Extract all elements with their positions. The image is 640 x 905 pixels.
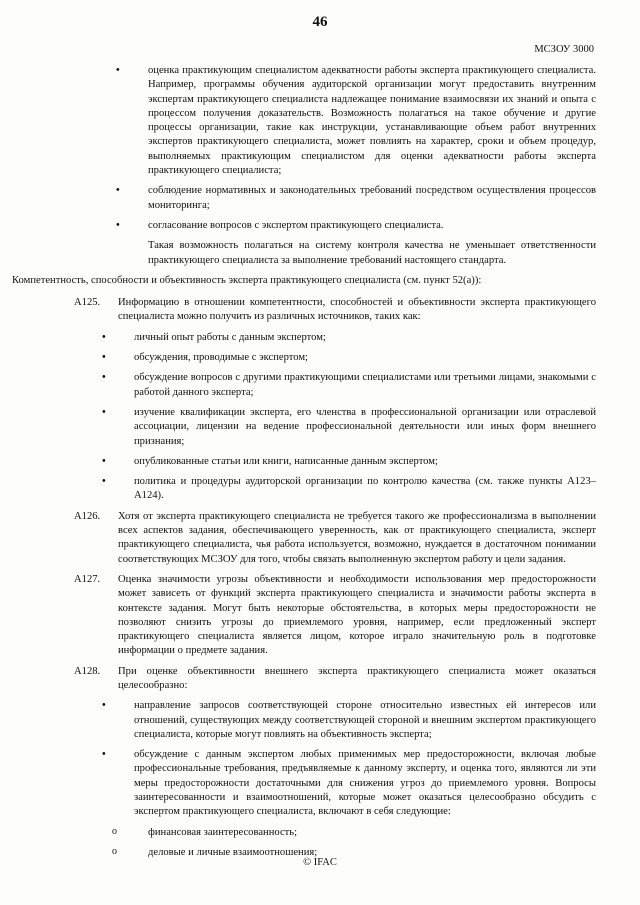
bullet-item: • обсуждения, проводимые с экспертом; — [90, 351, 596, 365]
bullet-item: • направление запросов соответствующей стороне относительно известных ей интересов или отношений, существующих между соответствующей стороной и внешним экспертом практикующего специалиста, которые могут повлиять на объективность эксперта; — [90, 699, 596, 742]
a128-bullet-list — [90, 699, 596, 860]
paragraph-text: При оценке объективности внешнего эксперта практикующего специалиста может оказаться целесообразно: — [118, 665, 596, 691]
paragraph-text: Хотя от эксперта практикующего специалиста не требуется такого же профессионализма в выполнении всех аспектов задания, обеспечивающего уверенность, как от практикующего специалиста, эксперт практикующего специалиста, чья работа используется, возможно, нуждается в достаточном понимании соответствующих МСЗОУ для того, чтобы связать выполненную экспертом работу и цели задания. — [118, 510, 596, 565]
paragraph-label: A128. — [74, 665, 101, 677]
paragraph-a126 — [74, 510, 596, 567]
closing-paragraph: Такая возможность полагаться на систему контроля качества не уменьшает ответственности практикующего специалиста за выполнение требований настоящего стандарта. — [148, 240, 596, 266]
paragraph-text: Информацию в отношении компетентности, способностей и объективности эксперта практикующего специалиста можно получить из различных источников, таких как: — [118, 297, 596, 323]
bullet-item: • обсуждение вопросов с другими практикующими специалистами или третьими лицами, знакомыми с работой данного эксперта; — [90, 371, 596, 400]
paragraph-label: A125. — [74, 297, 101, 309]
bullet-item: • обсуждение с данным экспертом любых применимых мер предосторожности, включая любые профессиональные требования, предъявляемые к данному эксперту, и оценка того, являются ли эти меры предосторожности достаточными для снижения угроз до приемлемого уровня. Вопросы заинтересованности и взаимоотношений, которые может оказаться целесообразно обсудить с экспертом практикующего специалиста, включают в себя следующие: — [90, 748, 596, 819]
bullet-item: • изучение квалификации эксперта, его членства в профессиональной организации или отраслевой ассоциации, лицензии на ведение профессиональной деятельности или иных форм внешнего признания; — [90, 406, 596, 449]
paragraph-a128 — [74, 665, 596, 694]
bullet-item: • соблюдение нормативных и законодательных требований посредством осуществления процессов мониторинга; — [104, 184, 596, 213]
copyright-footer: © IFAC — [303, 857, 337, 868]
paragraph-a127 — [74, 573, 596, 659]
a125-bullet-list — [90, 331, 596, 504]
page-body — [12, 64, 596, 866]
sub-bullet-item: o деловые и личные взаимоотношения; — [104, 846, 596, 860]
paragraph-a125 — [74, 296, 596, 325]
bullet-item: • оценка практикующим специалистом адекватности работы эксперта практикующего специалиста. Например, программы обучения аудиторской организации могут предоставить внутренним экспертам практикующего специалиста надлежащее понимание взаимосвязи их знаний и опыта с процессом получения доказательств. Возможность полагаться на такое обучение и другие процессы организации, такие как инструкции, устанавливающие объем работ внутренних экспертов практикующего специалиста, может повлиять на характер, сроки и объем процедур, выполняемых практикующим специалистом для оценки адекватности работы эксперта практикующего специалиста; — [104, 64, 596, 178]
bullet-item: • согласование вопросов с экспертом практикующего специалиста. — [104, 219, 596, 233]
paragraph-label: A127. — [74, 573, 101, 585]
page-number: 46 — [312, 14, 328, 30]
section-subheading: Компетентность, способности и объективность эксперта практикующего специалиста (см. пункт 52(a)): — [12, 274, 482, 286]
paragraph-label: A126. — [74, 510, 101, 522]
bullet-item: • личный опыт работы с данным экспертом; — [90, 331, 596, 345]
bullet-item: • опубликованные статьи или книги, написанные данным экспертом; — [90, 455, 596, 469]
standard-code-header: МСЗОУ 3000 — [534, 44, 594, 55]
paragraph-text: Оценка значимости угрозы объективности и необходимости использования мер предосторожности может зависеть от функций эксперта практикующего специалиста и значимости работы эксперта в контексте задания. Могут быть некоторые обстоятельства, в которых меры предосторожности не позволяют снизить угрозы до приемлемого уровня, например, если предложенный эксперт практикующего специалиста является лицом, которое играло значительную роль в подготовке информации о предмете задания. — [118, 573, 596, 657]
bullet-item: • политика и процедуры аудиторской организации по контролю качества (см. также пункты A123–A124). — [90, 475, 596, 504]
sub-bullet-item: o финансовая заинтересованность; — [104, 826, 596, 840]
